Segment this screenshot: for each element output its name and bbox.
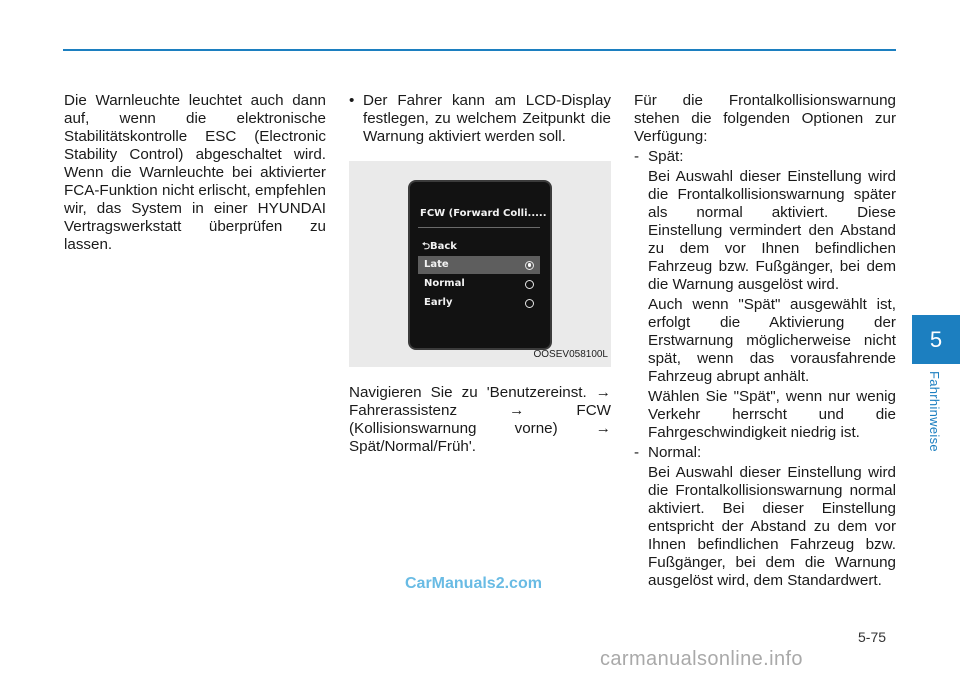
chapter-tab: 5 [912, 315, 960, 364]
dash: - [634, 148, 640, 165]
warning-light-paragraph: Die Warnleuchte leuchtet auch dann auf, wenn die elektronische Stabilitätskontrolle ESC (Electronic Stability Control) abgeschaltet wird. Wenn die Warnleuchte bei aktivierter FCA-Funktion nicht erlischt, empfehlen wir, das System in einer HYUNDAI Vertragswerkstatt überprüfen zu lassen. [64, 92, 326, 253]
column-1 [64, 92, 326, 254]
option-paragraph: Bei Auswahl dieser Einstellung wird die Frontalkollisionswarnung normal aktiviert. Bei dieser Einstellung entspricht der Abstand zu dem vor Ihnen befindlichen Fahrzeug bzw. Fußgänger, bei dem die Warnung ausgelöst wird, dem Standardwert. [648, 464, 896, 589]
option-late [418, 256, 540, 274]
option-early [418, 294, 540, 312]
back-menu-item: ⮌Back [422, 241, 457, 252]
option-paragraph: Wählen Sie "Spät", wenn nur wenig Verkehr herrscht und die Fahrgeschwindigkeit niedrig ist. [648, 388, 896, 441]
screen-title: FCW (Forward Colli..... [420, 208, 547, 219]
chapter-label: Fahrhinweise [927, 370, 942, 452]
column-2 [349, 92, 611, 456]
radio-icon [525, 280, 534, 289]
top-rule [63, 49, 896, 51]
lcd-figure [349, 161, 611, 367]
page-number: 5-75 [858, 629, 887, 645]
screen-divider [418, 227, 540, 228]
dash: - [634, 444, 640, 461]
option-title: Normal: [648, 444, 702, 461]
bullet-mark: • [349, 92, 355, 109]
option-label: Normal [424, 278, 465, 289]
option-normal [418, 275, 540, 293]
radio-selected-icon [525, 261, 534, 270]
option-label: Early [424, 297, 453, 308]
navigation-instruction: Navigieren Sie zu 'Benutzereinst. → Fahrerassistenz → FCW (Kollisionswarnung vorne) → Spät/Normal/Früh'. [349, 384, 611, 455]
options-intro: Für die Frontalkollisionswarnung stehen die folgenden Optionen zur Verfügung: [634, 92, 896, 145]
bullet-text: Der Fahrer kann am LCD-Display festlegen, zu welchem Zeitpunkt die Warnung aktiviert werden soll. [363, 92, 611, 145]
figure-code: OOSEV058100L [533, 349, 608, 360]
option-late-heading [634, 148, 896, 166]
watermark-carmanuals: CarManuals2.com [405, 575, 542, 592]
column-3 [634, 92, 896, 590]
lcd-screen [408, 180, 552, 350]
option-normal-heading [634, 444, 896, 462]
option-label: Late [424, 259, 449, 270]
option-paragraph: Auch wenn "Spät" ausgewählt ist, erfolgt die Aktivierung der Erstwarnung möglicherweise nicht spät, wenn das vorausfahrende Fahrzeug abrupt anhält. [648, 296, 896, 385]
option-paragraph: Bei Auswahl dieser Einstellung wird die Frontalkollisionswarnung später als normal aktiviert. Diese Einstellung vermindert den Abstand zu dem vor Ihnen befindlichen Fahrzeug bzw. Fußgänger, bei dem die Warnung ausgelöst wird. [648, 168, 896, 293]
option-title: Spät: [648, 148, 684, 165]
bullet-item [349, 92, 611, 146]
option-normal-body [634, 464, 896, 590]
watermark-online: carmanualsonline.info [600, 648, 803, 670]
radio-icon [525, 299, 534, 308]
option-late-body [634, 168, 896, 442]
